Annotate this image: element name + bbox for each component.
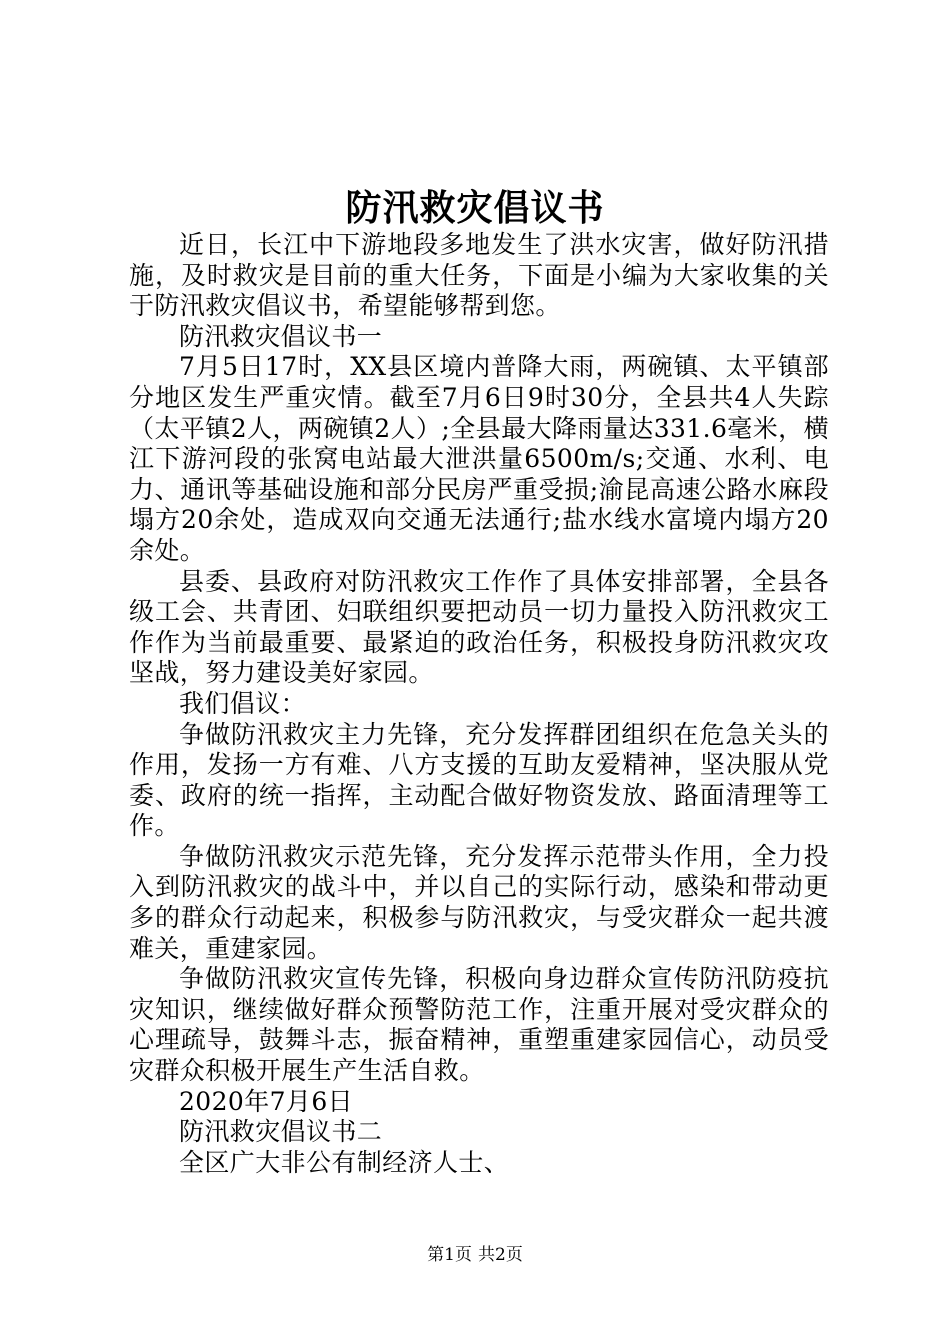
section-heading-one: 防汛救灾倡议书一 bbox=[179, 321, 383, 351]
salutation-line: 全区广大非公有制经济人士、 bbox=[179, 1147, 510, 1177]
proposal-heading: 我们倡议： bbox=[179, 688, 307, 718]
document-title: 防汛救灾倡议书 bbox=[345, 187, 605, 229]
proposal-item-publicity: 争做防汛救灾宣传先锋，积极向身边群众宣传防汛防疫抗灾知识，继续做好群众预警防范工作，注重开展对受灾群众的心理疏导，鼓舞斗志，振奋精神，重塑重建家园信心，动员受灾群众积极开展生产生活自救。 bbox=[129, 964, 829, 1086]
page-total: 共2页 bbox=[478, 1245, 523, 1265]
intro-paragraph: 近日，长江中下游地段多地发生了洪水灾害，做好防汛措施，及时救灾是目前的重大任务，下面是小编为大家收集的关于防汛救灾倡议书，希望能够帮到您。 bbox=[129, 230, 829, 321]
proposal-item-model: 争做防汛救灾示范先锋，充分发挥示范带头作用，全力投入到防汛救灾的战斗中，并以自己的实际行动，感染和带动更多的群众行动起来，积极参与防汛救灾，与受灾群众一起共渡难关，重建家园。 bbox=[129, 841, 829, 963]
document-body bbox=[129, 230, 829, 1178]
deployment-paragraph: 县委、县政府对防汛救灾工作作了具体安排部署，全县各级工会、共青团、妇联组织要把动员一切力量投入防汛救灾工作作为当前最重要、最紧迫的政治任务，积极投身防汛救灾攻坚战，努力建设美好家园。 bbox=[129, 566, 829, 688]
disaster-report-paragraph: 7月5日17时，XX县区境内普降大雨，两碗镇、太平镇部分地区发生严重灾情。截至7月6日9时30分，全县共4人失踪（太平镇2人，两碗镇2人）;全县最大降雨量达331.6毫米，横江下游河段的张窝电站最大泄洪量6500m/s;交通、水利、电力、通讯等基础设施和部分民房严重受损;渝昆高速公路水麻段塌方20余处，造成双向交通无法通行;盐水线水富境内塌方20余处。 bbox=[129, 352, 829, 565]
date-line: 2020年7月6日 bbox=[179, 1086, 354, 1116]
page-footer bbox=[0, 1243, 950, 1267]
page-number: 第1页 bbox=[427, 1245, 472, 1265]
section-heading-two: 防汛救灾倡议书二 bbox=[179, 1117, 383, 1147]
proposal-item-main-force: 争做防汛救灾主力先锋，充分发挥群团组织在危急关头的作用，发扬一方有难、八方支援的互助友爱精神，坚决服从党委、政府的统一指挥，主动配合做好物资发放、路面清理等工作。 bbox=[129, 719, 829, 841]
